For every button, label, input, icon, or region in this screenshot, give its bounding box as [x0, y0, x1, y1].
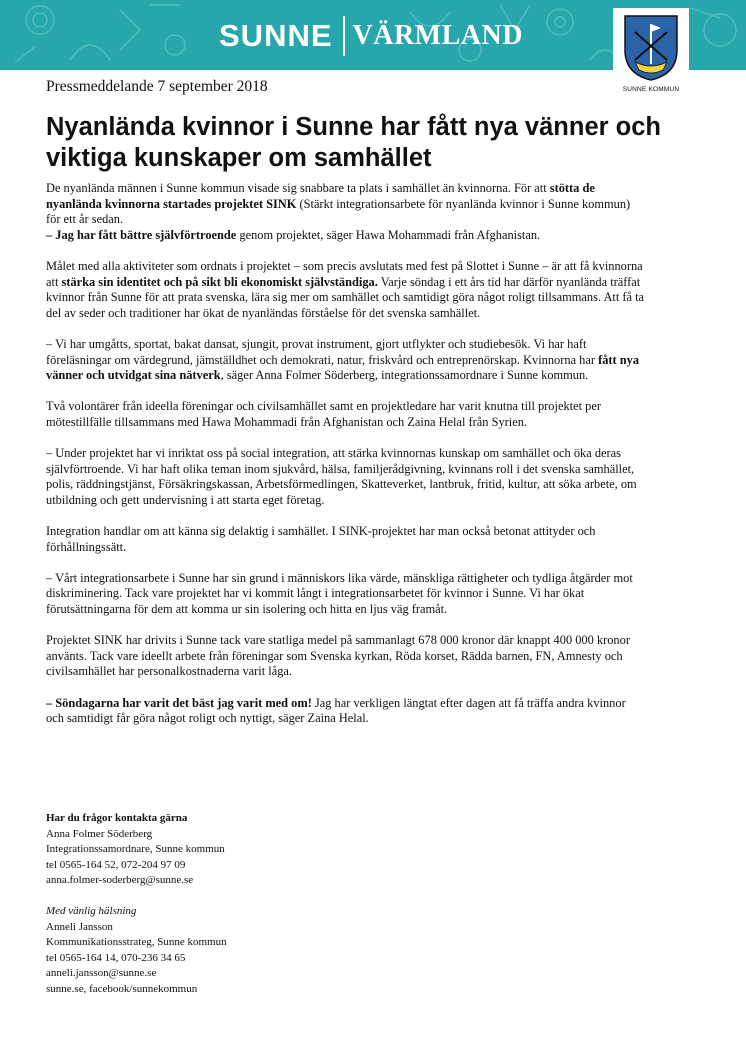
paragraph-3-text: – Vi har umgåtts, sportat, bakat dansat, sjungit, provat instrument, gjort utflykter och studiebesök. Vi har haft föreläsningar om värdegrund, jämställdhet och demokrati, natur, friskvård och entreprenörskap. Kvinnorna har [46, 336, 599, 367]
brand-logo [219, 14, 523, 58]
paragraph-2-bold: stärka sin identitet och på sikt bli ekonomiskt självständiga. [61, 274, 378, 289]
coat-of-arms [613, 8, 689, 92]
paragraph-3-text-end: , säger Anna Folmer Söderberg, integrationssamordnare i Sunne kommun. [220, 368, 589, 383]
paragraph-8: Projektet SINK har drivits i Sunne tack vare statliga medel på sammanlagt 678 000 kronor där knappt 400 000 kronor använts. Tack vare ideellt arbete från föreningar som Svenska kyrkan, Röda korset, Rädda barnen, FN, Amnesty och civilsamhället har personalkostnaderna varit låga. [46, 633, 630, 679]
sender-phone: tel 0565-164 14, 070-236 34 65 [46, 951, 186, 964]
paragraph-3 [46, 337, 646, 384]
paragraph-2-text-end: Varje söndag i ett års tid har därför nyanlända träffat kvinnor från Sunne för att prata svenska, lära sig mer om samhället och samtidigt göra något roligt tillsammans. Att få ta del av seder och traditioner har ökat de nyanländas förståelse för det svenska samhället. [46, 274, 645, 320]
press-release-date: Pressmeddelande 7 september 2018 [46, 78, 268, 95]
contact-heading: Har du frågor kontakta gärna [46, 812, 188, 824]
contact-role: Integrationssamordnare, Sunne kommun [46, 843, 225, 855]
article-body [46, 181, 646, 742]
paragraph-9-text: Jag har verkligen längtat efter dagen att få träffa andra kvinnor och samtidigt får göra något roligt och nyttigt, säger Zaina Helal. [46, 695, 626, 726]
web-links[interactable]: sunne.se, facebook/sunnekommun [46, 982, 198, 995]
paragraph-1-bold: stötta de nyanlända kvinnorna startades projektet SINK [46, 181, 595, 211]
sender-name: Anneli Jansson [46, 920, 113, 933]
contact-name: Anna Folmer Söderberg [46, 827, 153, 840]
crest-icon [623, 14, 679, 82]
paragraph-2-text: Målet med alla aktiviteter som ordnats i projektet – som precis avslutats med fest på Slottet i Sunne – är att få kvinnorna att [46, 258, 643, 289]
page-title: Nyanlända kvinnor i Sunne har fått nya vänner och viktiga kunskaper om samhället [46, 113, 661, 172]
greeting: Med vänlig hälsning [46, 905, 137, 917]
brand-divider [343, 16, 345, 56]
contact-block [46, 811, 446, 997]
paragraph-1-text: De nyanlända männen i Sunne kommun visade sig snabbare ta plats i samhället än kvinnorna. För att [46, 181, 550, 195]
paragraph-6: Integration handlar om att känna sig delaktig i samhället. I SINK-projektet har man också betonat attityder och förhållningssätt. [46, 524, 596, 554]
brand-varmland: VÄRMLAND [352, 20, 523, 51]
paragraph-7: – Vårt integrationsarbete i Sunne har sin grund i människors lika värde, mänskliga rättigheter och tydliga åtgärder mot diskriminering. Tack vare projektet har vi kommit långt i integrationsarbetet för kvinnor i Sunne. Vi har ökat förutsättningarna för dem att komma ur sin isolering och hitta en ljus väg framåt. [46, 570, 633, 617]
paragraph-4: Två volontärer från ideella föreningar och civilsamhället samt en projektledare har varit knutna till projektet per mötestillfälle tillsammans med Hawa Mohammadi från Afghanistan och Zaina Helal från Syrien. [46, 399, 601, 429]
sender-email[interactable]: anneli.jansson@sunne.se [46, 967, 157, 979]
paragraph-1-text-end: (Stärkt integrationsarbete för nyanlända kvinnor i Sunne kommun) för ett år sedan. [46, 196, 631, 227]
paragraph-1 [46, 181, 646, 228]
paragraph-2 [46, 259, 646, 321]
crest-label: SUNNE KOMMUN [622, 86, 680, 93]
quote-1-text: genom projektet, säger Hawa Mohammadi från Afghanistan. [236, 227, 541, 242]
paragraph-3-bold: fått nya vänner och utvidgat sina nätverk [46, 352, 640, 383]
paragraph-1-quote [46, 228, 646, 244]
contact-phone: tel 0565-164 52, 072-204 97 09 [46, 858, 186, 871]
paragraph-9 [46, 696, 646, 727]
contact-email[interactable]: anna.folmer-soderberg@sunne.se [46, 874, 194, 886]
paragraph-5: – Under projektet har vi inriktat oss på social integration, att stärka kvinnornas kunskap om samhället och öka deras självförtroende. Vi har haft olika teman inom sjukvård, hälsa, familjerådgivning, kvinnans roll i det svenska samhället, polis, räddningstjänst, Försäkringskassan, Arbetsförmedlingen, Skatteverket, lantbruk, fritid, kultur, att söka arbete, om utbildning och gett undervisning i att starta eget företag. [46, 446, 637, 507]
contact-spacer [46, 889, 446, 905]
paragraph-9-bold: – Söndagarna har varit det bäst jag varit med om! [46, 695, 312, 710]
sender-role: Kommunikationsstrateg, Sunne kommun [46, 936, 227, 948]
brand-sunne: SUNNE [219, 18, 333, 53]
quote-1-bold: – Jag har fått bättre självförtroende [46, 227, 237, 242]
